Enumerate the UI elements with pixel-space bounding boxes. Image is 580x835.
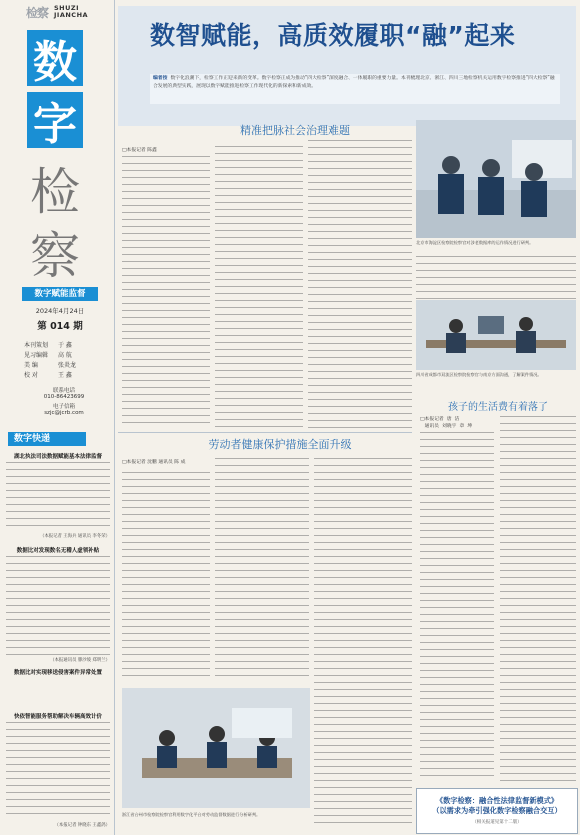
section-title: 劳动者健康保护措施全面升级: [208, 438, 352, 451]
section-title: 孩子的生活费有着落了: [448, 402, 548, 413]
article-text: [314, 458, 412, 828]
article-text: [122, 156, 210, 426]
logo-en: SHUZI JIANCHA: [54, 4, 89, 19]
section-title: 精准把脉社会治理难题: [240, 124, 350, 137]
section-badge: 数字赋能监督: [22, 287, 98, 301]
title-char-2: 字: [27, 92, 83, 148]
sidebar-article-text: [6, 722, 110, 820]
sidebar-byline: （本报通讯员 滕沙坡 郑明兰）: [50, 658, 110, 663]
article-text: [215, 458, 309, 682]
staff-row: 见习编辑 高 航: [24, 352, 72, 359]
sidebar-badge: 数字快递: [8, 432, 86, 446]
photo-caption: 北京市海淀区检察院检察官对涉老数据库的运作情况进行研判。: [416, 240, 534, 245]
section-byline: □本报记者 陈鑫: [122, 148, 157, 153]
issue-number: 第 014 期: [37, 321, 83, 332]
article-text: [215, 146, 303, 428]
sidebar-article-text: [6, 556, 110, 656]
article-text: [122, 472, 210, 682]
news-photo-1: [416, 120, 576, 238]
phone: 010-86423699: [43, 394, 85, 400]
staff-row: 校 对 王 鑫: [24, 372, 72, 379]
column-divider: [114, 0, 115, 835]
section-byline: □本报记者 唐 洁 通讯员 刘晓宇 章 坤: [420, 417, 473, 429]
title-char-3: 检: [30, 163, 80, 221]
staff-row: 美 编 张炎龙: [24, 362, 77, 369]
page-title: 数智赋能，高质效履职“融”起来: [150, 21, 516, 50]
sidebar-byline: （本报记者 王海兵 通讯员 李冬荣）: [39, 534, 110, 539]
sidebar-byline: （本报记者 钟晓东 王鑫鸽）: [54, 823, 110, 828]
photo-illustration: [122, 688, 310, 808]
staff-row: 本刊策划 于 鑫: [24, 342, 72, 349]
section-divider: [118, 432, 412, 433]
article-text: [500, 416, 576, 782]
sidebar-headline: 数据比对实现移送侵害案件异常处置: [13, 670, 102, 676]
photo-caption: 四川省成都市双流区检察院检察官与南京方面沟通，了解案件情况。: [416, 372, 542, 377]
sidebar-headline: 湖北执法司法数据赋能基本法律监督: [13, 454, 102, 460]
email: szjc@jcrb.com: [44, 410, 84, 416]
sidebar-headline: 快依智能服务帮助解决车辆高效计价: [13, 714, 102, 720]
contact-label: 联系电话: [52, 388, 75, 394]
article-text: [308, 140, 412, 428]
masthead-logo: [26, 4, 106, 24]
title-char-1: 数: [27, 30, 83, 86]
photo-illustration: [416, 120, 576, 238]
editor-note-label: 编者按: [153, 76, 168, 81]
article-text: [420, 432, 494, 782]
news-photo-2: [416, 300, 576, 370]
footer-note: （相关报道见第十二版）: [472, 820, 522, 825]
editor-note-text: 数字化浪潮下，检察工作正迎来新的变革。数字检察正成为推动“四大检察”深度融合、一体履职的重要力量。本刊梳理北京、浙江、四川三地检察机关运用数字检察推进“四大检察”融合发展的典型实践，展现以数字赋能推进检察工作现代化的新探索和新成效。: [153, 76, 555, 89]
news-photo-3: [122, 688, 310, 808]
photo-illustration: [416, 300, 576, 370]
footer-promo-box: [416, 788, 578, 834]
email-label: 电子信箱: [52, 404, 75, 410]
sidebar-headline: 数据比对发现数名无稽人虚领补贴: [16, 548, 100, 554]
editor-note: [150, 74, 560, 104]
left-column: [0, 0, 114, 835]
logo-cn: 检察: [26, 6, 49, 20]
sidebar-article-text: [6, 462, 110, 532]
issue-date: 2024年4月24日: [35, 307, 85, 315]
footer-title: 《数字检察：融合性法律监督新模式》 （以需求为牵引强化数字检察融合交互）: [432, 796, 562, 815]
section-byline: □本报记者 沈鹏 通讯员 陈 成: [122, 460, 186, 465]
title-char-4: 察: [30, 227, 80, 285]
photo-caption: 浙江省台州市检察院检察官利用数字化平台对劳动监督数据进行分析研判。: [122, 812, 261, 817]
